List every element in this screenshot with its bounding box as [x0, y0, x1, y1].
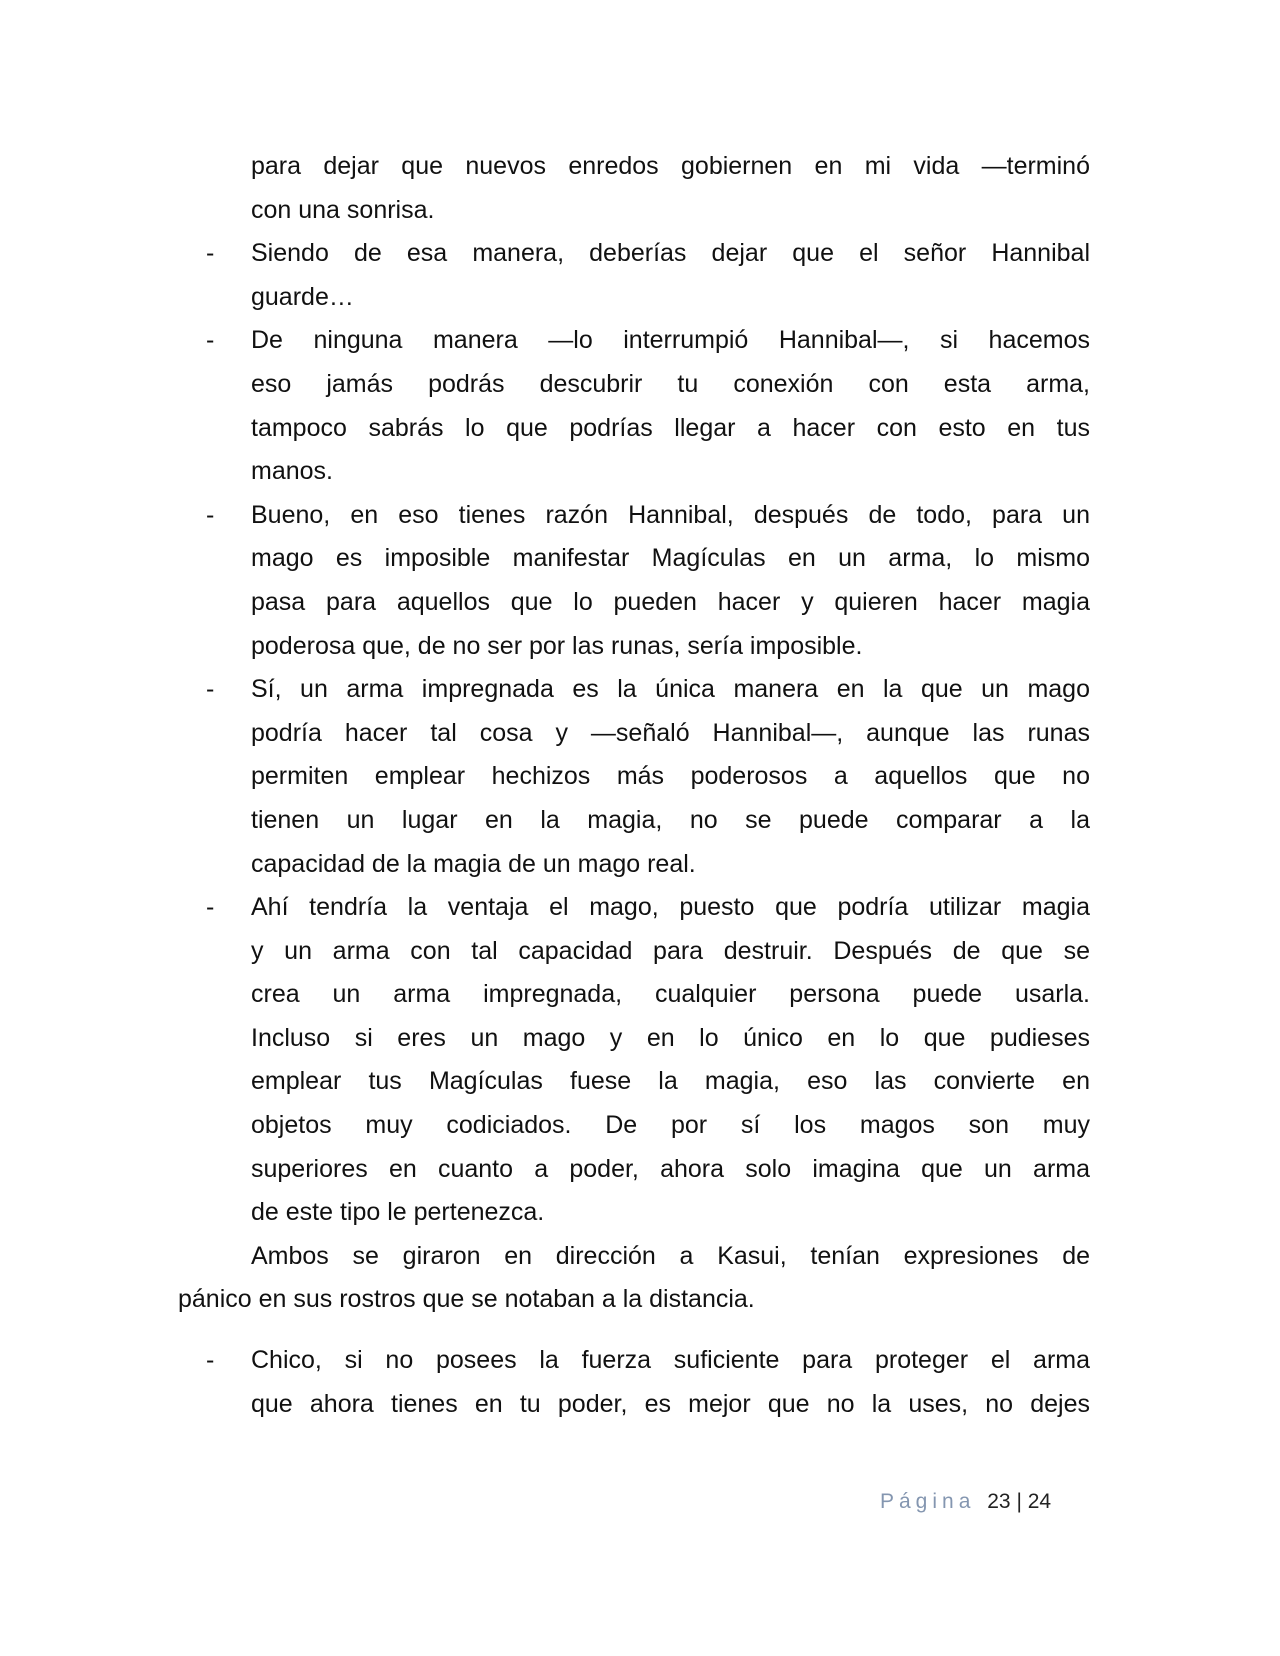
- dialogue-item: [178, 232, 1090, 319]
- text-line: [178, 407, 1090, 451]
- text-line: [178, 843, 1090, 887]
- dialogue-dash: -: [206, 500, 215, 529]
- line-text: pasa para aquellos que lo pueden hacer y quieren hacer magia: [251, 587, 1090, 616]
- text-line: [178, 494, 1090, 538]
- text-line: [178, 276, 1090, 320]
- line-text: emplear tus Magículas fuese la magia, eso las convierte en: [251, 1067, 1090, 1096]
- page-footer: [880, 1490, 1051, 1514]
- line-text: poderosa que, de no ser por las runas, sería imposible.: [251, 631, 863, 660]
- line-text: crea un arma impregnada, cualquier persona puede usarla.: [251, 980, 1090, 1009]
- line-text: tienen un lugar en la magia, no se puede comparar a la: [251, 805, 1090, 834]
- text-line: [178, 799, 1090, 843]
- line-text: Siendo de esa manera, deberías dejar que el señor Hannibal: [251, 239, 1090, 268]
- dialogue-dash: -: [206, 326, 215, 355]
- text-line: [178, 363, 1090, 407]
- text-line: [178, 537, 1090, 581]
- line-text: y un arma con tal capacidad para destruir. Después de que se: [251, 936, 1090, 965]
- paragraph: [178, 145, 1090, 232]
- text-line: [178, 189, 1090, 233]
- line-text: que ahora tienes en tu poder, es mejor que no la uses, no dejes: [251, 1389, 1090, 1418]
- text-line: [178, 668, 1090, 712]
- text-line: [178, 450, 1090, 494]
- line-text: Incluso si eres un mago y en lo único en lo que pudieses: [251, 1023, 1090, 1052]
- line-text: Chico, si no posees la fuerza suficiente para proteger el arma: [251, 1346, 1090, 1375]
- dialogue-dash: -: [206, 1346, 215, 1375]
- footer-separator: |: [1016, 1490, 1022, 1513]
- dialogue-item: [178, 1339, 1090, 1426]
- text-line: [178, 581, 1090, 625]
- text-line: [178, 1104, 1090, 1148]
- line-text: guarde…: [251, 282, 354, 311]
- text-line: [178, 1383, 1090, 1427]
- line-text: tampoco sabrás lo que podrías llegar a hacer con esto en tus: [251, 413, 1090, 442]
- text-line: [178, 886, 1090, 930]
- line-text: De ninguna manera —lo interrumpió Hannibal—, si hacemos: [251, 326, 1090, 355]
- text-line: [178, 930, 1090, 974]
- text-line: [178, 232, 1090, 276]
- text-line: [178, 625, 1090, 669]
- text-line: [178, 755, 1090, 799]
- dialogue-dash: -: [206, 893, 215, 922]
- dialogue-item: [178, 494, 1090, 668]
- text-line: [178, 712, 1090, 756]
- line-text: Bueno, en eso tienes razón Hannibal, después de todo, para un: [251, 500, 1090, 529]
- paragraph: [178, 1235, 1090, 1322]
- line-text: Sí, un arma impregnada es la única manera en la que un mago: [251, 675, 1090, 704]
- line-text: de este tipo le pertenezca.: [251, 1198, 545, 1227]
- line-text: podría hacer tal cosa y —señaló Hannibal—, aunque las runas: [251, 718, 1090, 747]
- text-line: [178, 1060, 1090, 1104]
- line-text: permiten emplear hechizos más poderosos a aquellos que no: [251, 762, 1090, 791]
- document-body: [178, 145, 1090, 1426]
- line-text: eso jamás podrás descubrir tu conexión con esta arma,: [251, 369, 1090, 398]
- dialogue-item: [178, 319, 1090, 493]
- line-text: mago es imposible manifestar Magículas en un arma, lo mismo: [251, 544, 1090, 573]
- text-line: [178, 1191, 1090, 1235]
- text-line: [178, 1017, 1090, 1061]
- footer-label: Página: [880, 1490, 976, 1513]
- dialogue-item: [178, 886, 1090, 1235]
- text-line: [178, 1235, 1090, 1279]
- text-line: [178, 319, 1090, 363]
- line-text: objetos muy codiciados. De por sí los magos son muy: [251, 1111, 1090, 1140]
- text-line: [178, 973, 1090, 1017]
- page-number: 23: [987, 1490, 1011, 1513]
- text-line: [178, 145, 1090, 189]
- dialogue-item: [178, 668, 1090, 886]
- line-text: pánico en sus rostros que se notaban a la distancia.: [178, 1285, 755, 1314]
- line-text: manos.: [251, 457, 333, 486]
- line-text: para dejar que nuevos enredos gobiernen en mi vida —terminó: [251, 152, 1090, 180]
- total-pages: 24: [1027, 1490, 1052, 1513]
- line-text: con una sonrisa.: [251, 195, 435, 224]
- line-text: Ambos se giraron en dirección a Kasui, tenían expresiones de: [251, 1241, 1090, 1270]
- line-text: capacidad de la magia de un mago real.: [251, 849, 696, 878]
- line-text: Ahí tendría la ventaja el mago, puesto que podría utilizar magia: [251, 893, 1090, 922]
- text-line: [178, 1278, 1090, 1322]
- text-line: [178, 1148, 1090, 1192]
- dialogue-dash: -: [206, 239, 215, 268]
- dialogue-dash: -: [206, 675, 215, 704]
- line-text: superiores en cuanto a poder, ahora solo imagina que un arma: [251, 1154, 1090, 1183]
- text-line: [178, 1339, 1090, 1383]
